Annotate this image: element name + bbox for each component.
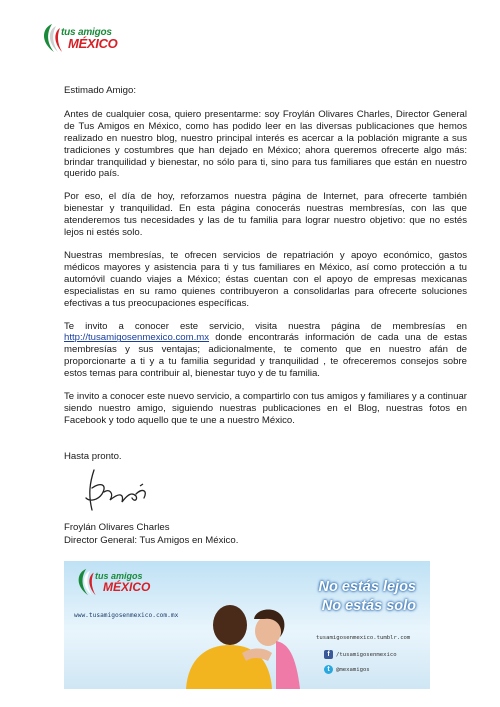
signature-image bbox=[80, 464, 155, 516]
twitter-icon: t bbox=[324, 665, 333, 674]
paragraph-4-end: donde encontrarás información de cada una de estas membresías y sus ventajas; adicionalmente, te comento que en nuestro afán de proporcionarte a ti y a tu familia seguridad y tranquilidad , te ofreceremos consejos sobre estos temas para contribuir al, bienestar tuyo y de tu familia. bbox=[64, 332, 467, 380]
promo-banner bbox=[64, 561, 430, 689]
signer-title: Director General: Tus Amigos en México. bbox=[64, 535, 239, 546]
banner-logo-bottom: MÉXICO bbox=[103, 580, 151, 594]
website-link[interactable]: http://tusamigosenmexico.com.mx bbox=[64, 332, 210, 344]
closing-text: Hasta pronto. bbox=[64, 451, 122, 462]
twitter-handle: @mexamigos bbox=[336, 666, 370, 673]
greeting: Estimado Amigo: bbox=[64, 85, 136, 96]
paragraph-5: Te invito a conocer este nuevo servicio, a compartirlo con tus amigos y familiares y a continuar siendo nuestro amigo, siguiendo nuestras publicaciones en el Blog, nuestras fotos en Facebook y todo aquello que te une a nuestro México. bbox=[64, 391, 467, 426]
paragraph-2: Por eso, el día de hoy, reforzamos nuestra página de Internet, para ofrecerte también bienestar y tranquilidad. En esta página conocerás nuestras membresías, con las que atenderemos tus necesidades y las de tu familia para lograr nuestro objetivo: que no estés lejos ni estés solo. bbox=[64, 191, 467, 239]
twitter-link[interactable] bbox=[324, 665, 370, 674]
facebook-link[interactable] bbox=[324, 650, 397, 659]
letter-body bbox=[64, 85, 467, 438]
brand-logo bbox=[38, 22, 128, 58]
banner-logo-top: tus amigos bbox=[95, 571, 143, 581]
facebook-handle: /tusamigosenmexico bbox=[336, 651, 397, 658]
paragraph-3: Nuestras membresías, te ofrecen servicios de repatriación y apoyo económico, gastos médicos mayores y asistencia para ti y tus familiares en México, así como protección a tu automóvil cuando viajes a México; éstas cuentan con el apoyo de empresas mexicanas especialistas en su ramo quienes contribuyeron a consolidarlas para ofrecerte soluciones efectivas a tus preocupaciones específicas. bbox=[64, 249, 467, 309]
banner-url: www.tusamigosenmexico.com.mx bbox=[74, 612, 179, 619]
logo-text-bottom: MÉXICO bbox=[68, 36, 118, 51]
embracing-people-photo bbox=[172, 597, 312, 689]
signer-name: Froylán Olivares Charles bbox=[64, 522, 170, 533]
banner-slogan-1: No estás lejos bbox=[318, 579, 416, 595]
paragraph-1: Antes de cualquier cosa, quiero presentarme: soy Froylán Olivares Charles, Director General de Tus Amigos en México, como has podido leer en las diversas publicaciones que hemos realizado en nuestro blog, nuestro principal interés es acercar a la población migrante a sus tradiciones y costumbres que han dejado en México; ahora queremos ofrecerte algo más: brindar tranquilidad y bienestar, no sólo para ti, sino para tus familiares que están en nuestro querido país. bbox=[64, 108, 467, 180]
paragraph-4-start: Te invito a conocer este servicio, visita nuestra página de membresías en bbox=[64, 320, 467, 332]
paragraph-4 bbox=[64, 321, 467, 381]
signer-block bbox=[64, 521, 238, 547]
banner-slogan-2: No estás solo bbox=[321, 598, 416, 614]
tumblr-link[interactable]: tusamigosenmexico.tumblr.com bbox=[316, 635, 411, 641]
facebook-icon: f bbox=[324, 650, 333, 659]
logo-text-top: tus amigos bbox=[61, 27, 112, 38]
banner-logo bbox=[73, 567, 153, 601]
